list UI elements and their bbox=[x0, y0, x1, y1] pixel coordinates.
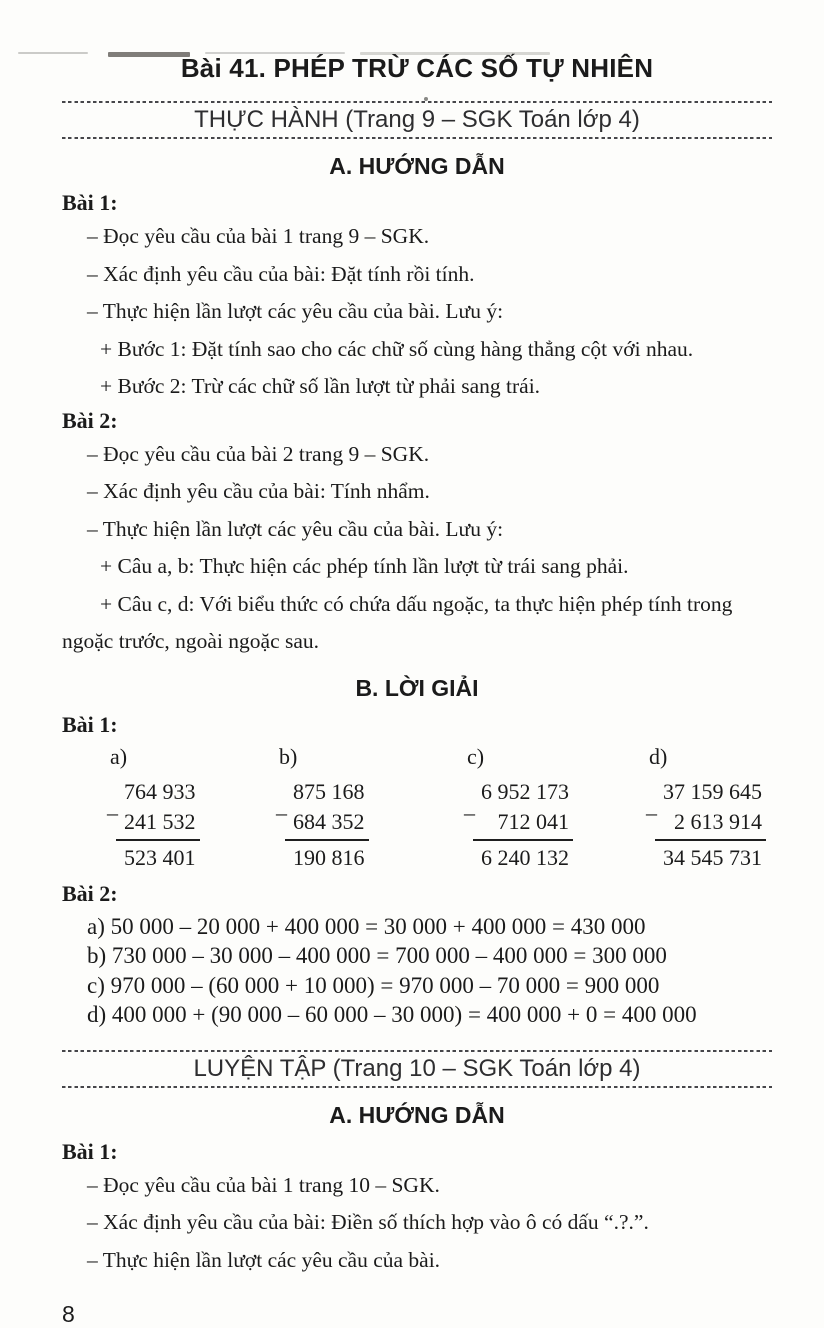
subtraction-problem-b bbox=[276, 742, 467, 873]
guide-heading: A. HƯỚNG DẪN bbox=[329, 1101, 505, 1128]
instruction-line: – Thực hiện lần lượt các yêu cầu của bài. Lưu ý: bbox=[87, 516, 504, 541]
equation-line: b) 730 000 – 30 000 – 400 000 = 700 000 – 400 000 = 300 000 bbox=[87, 943, 667, 968]
instruction-line: – Thực hiện lần lượt các yêu cầu của bài. bbox=[87, 1247, 441, 1272]
fraction-rule bbox=[655, 839, 766, 841]
difference: 190 816 bbox=[293, 844, 365, 870]
equation-line: a) 50 000 – 20 000 + 400 000 = 30 000 + 400 000 = 430 000 bbox=[87, 913, 646, 939]
difference: 523 401 bbox=[124, 844, 196, 870]
minus-sign: – bbox=[276, 799, 287, 825]
solution-heading: B. LỜI GIẢI bbox=[355, 674, 479, 701]
dotted-divider bbox=[62, 137, 772, 139]
column-subtraction bbox=[276, 777, 365, 873]
minuend: 6 952 173 bbox=[481, 778, 569, 804]
instruction-line: – Đọc yêu cầu của bài 1 trang 10 – SGK. bbox=[87, 1172, 440, 1197]
subtraction-problem-d bbox=[646, 742, 772, 873]
instruction-line: + Câu c, d: Với biểu thức có chứa dấu ngoặc, ta thực hiện phép tính trong ngoặc trước, ngoài ngoặc sau. bbox=[62, 591, 733, 653]
column-subtraction bbox=[107, 777, 196, 873]
instruction-line: + Bước 1: Đặt tính sao cho các chữ số cùng hàng thẳng cột với nhau. bbox=[100, 336, 694, 361]
column-subtraction bbox=[464, 777, 569, 873]
instruction-line: + Câu a, b: Thực hiện các phép tính lần lượt từ trái sang phải. bbox=[100, 554, 629, 578]
exercise-label: Bài 2: bbox=[62, 407, 118, 433]
subtrahend: 2 613 914 bbox=[674, 808, 762, 834]
page-number: 8 bbox=[62, 1301, 75, 1327]
subtraction-problems-row bbox=[62, 742, 772, 873]
instruction-line: – Thực hiện lần lượt các yêu cầu của bài. Lưu ý: bbox=[87, 299, 504, 323]
subtrahend: 241 532 bbox=[124, 808, 196, 834]
instruction-line: – Xác định yêu cầu của bài: Điền số thích hợp vào ô có dấu “.?.”. bbox=[87, 1210, 649, 1234]
difference: 6 240 132 bbox=[481, 844, 569, 870]
subtraction-problem-a bbox=[107, 742, 279, 873]
instruction-line: – Xác định yêu cầu của bài: Tính nhẩm. bbox=[87, 479, 430, 503]
problem-label: a) bbox=[110, 743, 128, 769]
subtrahend: 712 041 bbox=[497, 808, 569, 834]
minus-sign: – bbox=[107, 799, 118, 825]
instruction-line: – Xác định yêu cầu của bài: Đặt tính rồi tính. bbox=[87, 261, 475, 286]
fraction-rule bbox=[285, 839, 369, 841]
section-band-thuc-hanh bbox=[62, 101, 772, 139]
minus-sign: – bbox=[464, 799, 475, 825]
subtraction-problem-c bbox=[464, 742, 649, 873]
column-subtraction bbox=[646, 777, 762, 873]
problem-label: b) bbox=[279, 743, 298, 769]
equation-line: d) 400 000 + (90 000 – 60 000 – 30 000) = 400 000 + 0 = 400 000 bbox=[87, 1002, 697, 1027]
difference: 34 545 731 bbox=[663, 844, 762, 870]
exercise-label: Bài 1: bbox=[62, 1138, 118, 1164]
dotted-divider bbox=[62, 1086, 772, 1088]
exercise-label: Bài 2: bbox=[62, 880, 118, 906]
problem-label: c) bbox=[467, 743, 485, 769]
instruction-line: – Đọc yêu cầu của bài 2 trang 9 – SGK. bbox=[87, 441, 430, 466]
section-band-label: THỰC HÀNH (Trang 9 – SGK Toán lớp 4) bbox=[194, 106, 640, 133]
fraction-rule bbox=[473, 839, 573, 841]
fraction-rule bbox=[116, 839, 200, 841]
problem-label: d) bbox=[649, 743, 668, 769]
textbook-page bbox=[0, 52, 824, 1328]
guide-heading: A. HƯỚNG DẪN bbox=[329, 153, 505, 179]
minuend: 37 159 645 bbox=[663, 778, 762, 804]
equation-line: c) 970 000 – (60 000 + 10 000) = 970 000 – 70 000 = 900 000 bbox=[87, 972, 660, 998]
minus-sign: – bbox=[646, 799, 657, 825]
subtrahend: 684 352 bbox=[293, 808, 365, 834]
equation-group bbox=[62, 912, 772, 1030]
instruction-line: + Bước 2: Trừ các chữ số lần lượt từ phải sang trái. bbox=[100, 374, 541, 398]
instruction-line: – Đọc yêu cầu của bài 1 trang 9 – SGK. bbox=[87, 224, 430, 248]
minuend: 875 168 bbox=[293, 778, 365, 804]
exercise-label: Bài 1: bbox=[62, 711, 118, 737]
lesson-title: Bài 41. PHÉP TRỪ CÁC SỐ TỰ NHIÊN bbox=[180, 53, 654, 83]
section-band-luyen-tap bbox=[62, 1050, 772, 1088]
minuend: 764 933 bbox=[124, 778, 196, 804]
section-band-label: LUYỆN TẬP (Trang 10 – SGK Toán lớp 4) bbox=[193, 1054, 641, 1082]
exercise-label: Bài 1: bbox=[62, 190, 118, 215]
